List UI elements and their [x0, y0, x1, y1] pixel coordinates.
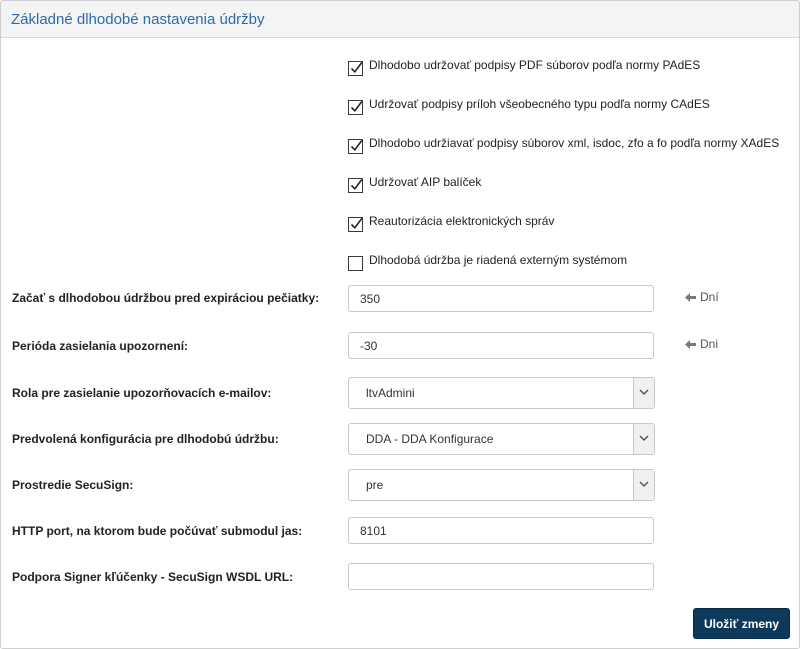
wsdl-url-label: Podpora Signer kľúčenky - SecuSign WSDL URL:: [12, 570, 294, 584]
save-button[interactable]: Uložiť zmeny: [693, 608, 790, 639]
panel-title: Základné dlhodobé nastavenia údržby: [11, 11, 265, 28]
panel-header: [1, 1, 799, 38]
pades-label: Dlhodobo udržovať podpisy PDF súborov podľa normy PAdES: [369, 58, 701, 72]
secusign-env-dropdown-button[interactable]: [633, 470, 654, 500]
notification-role-select[interactable]: [348, 377, 655, 409]
arrow-left-icon: [685, 340, 696, 349]
http-port-label: HTTP port, na ktorom bude počúvať submodul jas:: [12, 524, 303, 538]
wsdl-url-input[interactable]: [348, 563, 654, 590]
secusign-env-label: Prostredie SecuSign:: [12, 478, 134, 492]
default-config-select[interactable]: [348, 423, 655, 455]
default-config-label: Predvolená konfigurácia pre dlhodobú údržbu:: [12, 432, 279, 446]
secusign-env-select[interactable]: [348, 469, 655, 501]
checkmark-icon: [349, 139, 363, 153]
default-config-value: DDA - DDA Konfigurace: [366, 432, 494, 446]
arrow-left-icon: [685, 293, 696, 302]
xades-label: Dlhodobo udržiavať podpisy súborov xml, isdoc, zfo a fo podľa normy XAdES: [369, 136, 780, 150]
checkmark-icon: [349, 217, 363, 231]
external-system-label: Dlhodobá údržba je riadená externým systémom: [369, 253, 628, 267]
checkmark-icon: [349, 178, 363, 192]
start-before-expiry-input[interactable]: [348, 285, 654, 312]
default-config-dropdown-button[interactable]: [633, 424, 654, 454]
notification-role-value: ltvAdmini: [366, 386, 415, 400]
aip-checkbox[interactable]: [348, 178, 363, 193]
chevron-down-icon: [639, 389, 649, 396]
cades-label: Udržovať podpisy príloh všeobecného typu podľa normy CAdES: [369, 97, 710, 111]
reauthorization-label: Reautorizácia elektronických správ: [369, 214, 555, 228]
checkmark-icon: [349, 61, 363, 75]
notification-period-unit-text: Dni: [700, 337, 719, 351]
chevron-down-icon: [639, 481, 649, 488]
cades-checkbox[interactable]: [348, 100, 363, 115]
pades-checkbox[interactable]: [348, 61, 363, 76]
notification-period-input[interactable]: [348, 332, 654, 359]
start-before-expiry-label: Začať s dlhodobou údržbou pred expiráciou pečiatky:: [12, 291, 320, 305]
aip-label: Udržovať AIP balíček: [369, 175, 482, 189]
start-before-expiry-unit-text: Dní: [700, 290, 719, 304]
xades-checkbox[interactable]: [348, 139, 363, 154]
http-port-input[interactable]: [348, 517, 654, 544]
checkmark-icon: [349, 100, 363, 114]
notification-role-label: Rola pre zasielanie upozorňovacích e-mailov:: [12, 386, 272, 400]
external-system-checkbox[interactable]: [348, 256, 363, 271]
reauthorization-checkbox[interactable]: [348, 217, 363, 232]
notification-period-label: Perióda zasielania upozornení:: [12, 339, 189, 353]
chevron-down-icon: [639, 435, 649, 442]
notification-role-dropdown-button[interactable]: [633, 378, 654, 408]
secusign-env-value: pre: [366, 478, 384, 492]
